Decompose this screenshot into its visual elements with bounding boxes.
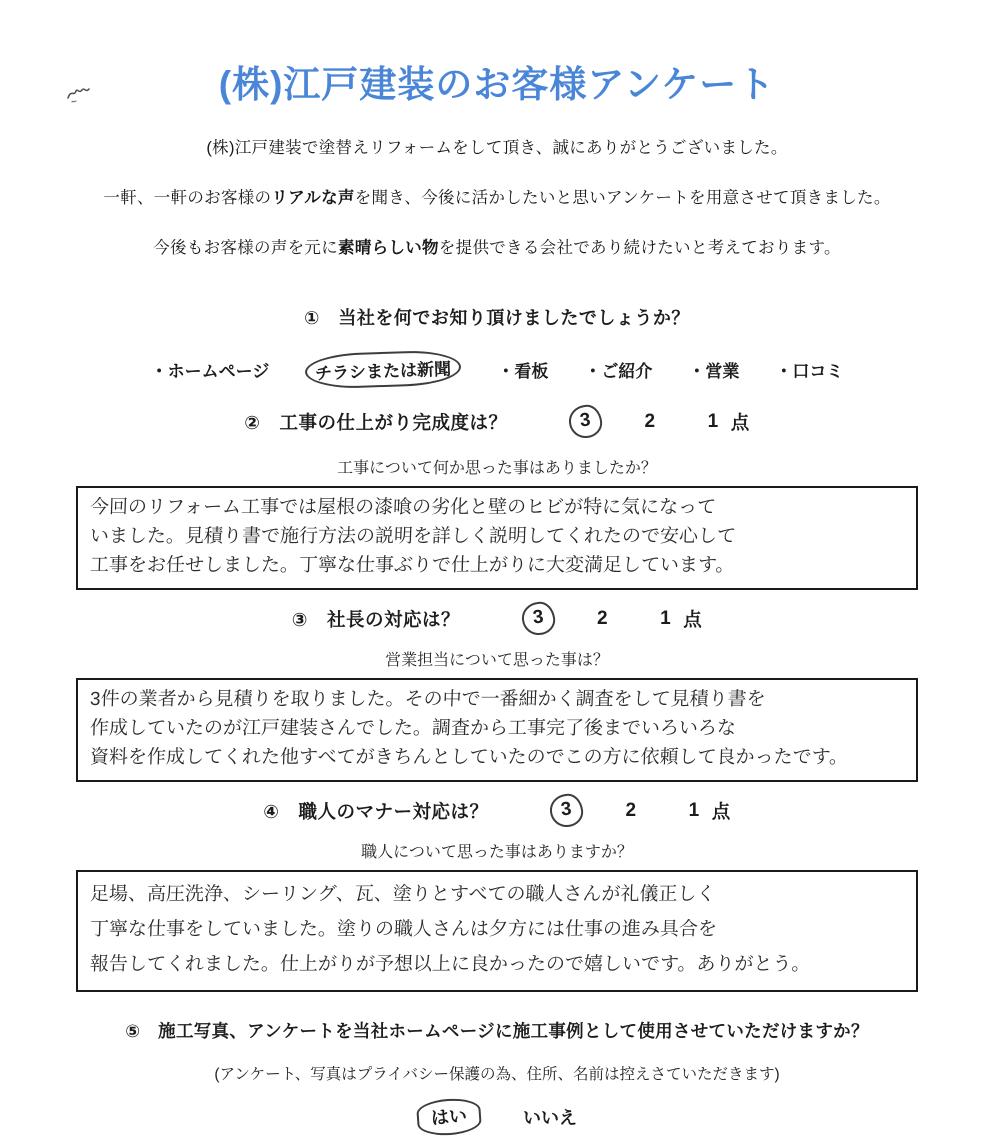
question-4-row (0, 794, 994, 827)
answer-line: 工事をお任せしました。丁寧な仕事ぶりで仕上がりに大変満足しています。 (89, 555, 735, 576)
question-2-heading: ② 工事の仕上がり完成度は？ (244, 411, 508, 433)
q1-option-homepage: ・ホームページ (150, 362, 270, 381)
question-2-prompt: 工事について何か思った事はありましたか？ (337, 460, 657, 477)
intro-line-2 (0, 184, 994, 208)
answer-line: 3件の業者から見積りを取りました。その中で一番細かく調査をして見積り書を (89, 689, 766, 710)
intro-line-2-bold: リアルな声 (271, 189, 355, 207)
intro-line-3-bold: 素晴らしい物 (338, 239, 439, 257)
yes-option-selected: はい (416, 1097, 482, 1137)
q1-option-word-of-mouth: ・口コミ (775, 362, 844, 381)
q3-score-unit: 点 (683, 608, 703, 630)
question-4-prompt: 職人について思った事はありますか？ (361, 844, 633, 861)
q3-answer-box (76, 678, 918, 782)
answer-line: 報告してくれました。仕上がりが予想以上に良かったので嬉しいです。ありがとう。 (89, 954, 811, 975)
question-3-heading: ③ 社長の対応は？ (291, 608, 460, 630)
privacy-note: (アンケート、写真はプライバシー保護の為、住所、名前は控えさていただきます) (214, 1066, 780, 1083)
intro-line-3 (0, 234, 994, 258)
question-4-heading: ④ 職人のマナー対応は？ (263, 800, 489, 822)
intro-line-2-post: を聞き、今後に活かしたいと思いアンケートを用意させて頂きました。 (354, 189, 891, 207)
q3-score-2: 2 (597, 607, 609, 629)
q1-option-referral: ・ご紹介 (584, 362, 653, 381)
q2-score-unit: 点 (730, 411, 750, 433)
q2-score-2: 2 (644, 410, 656, 432)
q4-score-1: 1 (688, 799, 700, 821)
q4-score-3-circled: 3 (549, 792, 585, 828)
pen-scribble-icon (64, 82, 94, 113)
question-2-row (0, 405, 994, 438)
q2-answer-box (76, 486, 918, 590)
q4-score-unit: 点 (711, 800, 731, 822)
yes-no-row (0, 1099, 994, 1135)
question-1-heading: ① 当社を何でお知り頂けましたでしょうか？ (304, 308, 690, 328)
q3-score-1: 1 (660, 607, 672, 629)
q2-score-3-circled: 3 (568, 403, 604, 439)
intro-line-3-pre: 今後もお客様の声を元に (153, 239, 339, 257)
no-option: いいえ (523, 1108, 577, 1128)
answer-line: 今回のリフォーム工事では屋根の漆喰の劣化と壁のヒビが特に気になって (89, 497, 717, 518)
question-3-row (0, 602, 994, 635)
question-3-prompt: 営業担当について思った事は？ (385, 652, 609, 669)
intro-line-2-pre: 一軒、一軒のお客様の (103, 189, 272, 207)
q2-score-1: 1 (707, 410, 719, 432)
answer-line: 資料を作成してくれた他すべてがきちんとしていたのでこの方に依頼して良かったです。 (89, 747, 849, 768)
answer-line: 丁寧な仕事をしていました。塗りの職人さんは夕方には仕事の進み具合を (89, 919, 718, 940)
answer-line: 足場、高圧洗浄、シーリング、瓦、塗りとすべての職人さんが礼儀正しく (89, 884, 716, 905)
q1-option-flyer-selected: チラシまたは新聞 (305, 349, 462, 389)
page-title: (株)江戸建装のお客様アンケート (218, 64, 776, 105)
intro-line-3-post: を提供できる会社であり続けたいと考えております。 (438, 239, 841, 257)
answer-line: 作成していたのが江戸建装さんでした。調査から工事完了後までいろいろな (89, 718, 737, 739)
q3-score-3-circled: 3 (520, 600, 556, 636)
q1-option-signboard: ・看板 (497, 362, 549, 381)
intro-line-1: (株)江戸建装で塗替えリフォームをして頂き、誠にありがとうございました。 (206, 139, 788, 157)
answer-line: いました。見積り書で施行方法の説明を詳しく説明してくれたので安心して (89, 526, 737, 547)
q4-answer-box (76, 870, 918, 992)
q4-score-2: 2 (625, 799, 637, 821)
question-1-options-row (0, 352, 994, 387)
q1-option-sales: ・営業 (688, 362, 740, 381)
question-5-heading: ⑤ 施工写真、アンケートを当社ホームページに施工事例として使用させていただけますか？ (125, 1021, 869, 1041)
